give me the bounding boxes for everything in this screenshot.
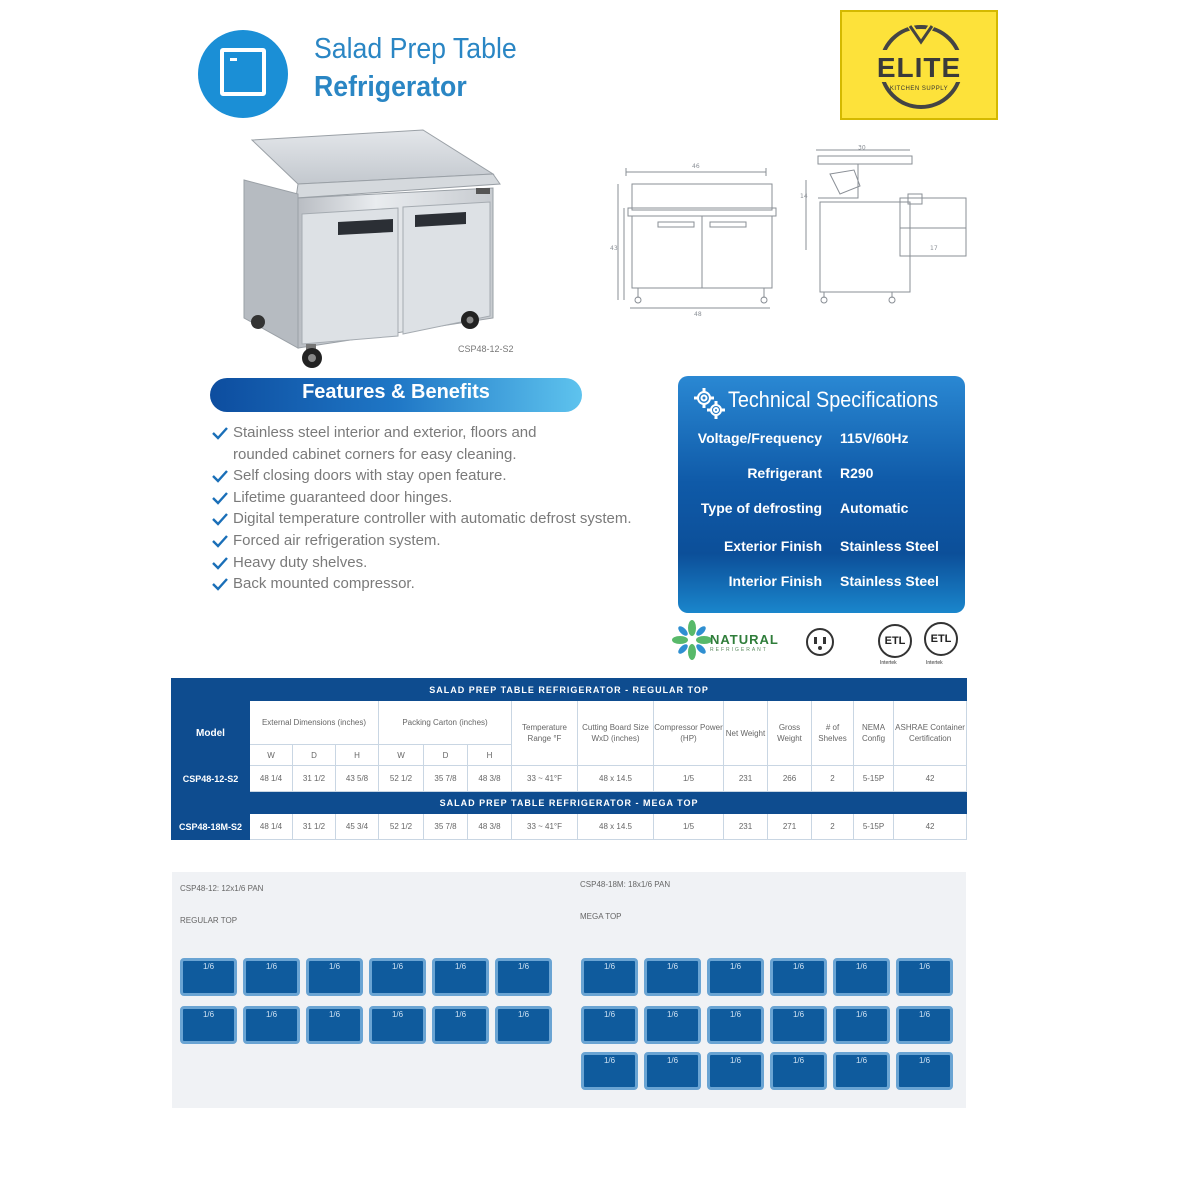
- cell: 48 x 14.5: [578, 814, 654, 840]
- feature-item: [212, 530, 662, 552]
- cell: 45 3/4: [336, 814, 379, 840]
- gears-icon: [692, 386, 726, 420]
- pan-label: 1/6: [792, 1010, 805, 1019]
- svg-text:14: 14: [800, 193, 808, 200]
- mega-pan: [581, 1006, 638, 1044]
- col-header-packing: Packing Carton (inches): [379, 701, 512, 745]
- cell: 52 1/2: [379, 814, 424, 840]
- mega-pan-caption: CSP48-18M: 18x1/6 PAN: [580, 880, 671, 889]
- mega-pan: [707, 1052, 764, 1090]
- mega-pan: [644, 1052, 701, 1090]
- col-header-temp: Temperature Range °F: [512, 701, 578, 766]
- table-row: [172, 814, 967, 840]
- cell: 2: [812, 814, 854, 840]
- pan-label: 1/6: [454, 1010, 467, 1019]
- logo-tagline: KITCHEN SUPPLY: [889, 86, 949, 92]
- feature-text: rounded cabinet corners for easy cleaning.: [233, 445, 517, 463]
- col-header-model: Model: [172, 701, 250, 766]
- etl-label: ETL: [884, 635, 906, 647]
- col-header-net: Net Weight: [724, 701, 768, 766]
- product-photo: [238, 122, 508, 372]
- mega-pan: [833, 1006, 890, 1044]
- mega-top-caption: MEGA TOP: [580, 912, 622, 921]
- cell: 5-15P: [854, 814, 894, 840]
- cell: 35 7/8: [424, 766, 468, 792]
- col-header-ext-dim: External Dimensions (inches): [250, 701, 379, 745]
- col-header-ashrae: ASHRAE Container Certification: [894, 701, 967, 766]
- feature-text: Back mounted compressor.: [233, 575, 415, 593]
- svg-text:48: 48: [694, 311, 702, 318]
- mega-pan: [770, 1006, 827, 1044]
- cell: 33 ~ 41°F: [512, 766, 578, 792]
- tech-specs-header: [692, 386, 962, 418]
- spec-row-interior: [678, 573, 965, 597]
- col-header-cutting: Cutting Board Size WxD (inches): [578, 701, 654, 766]
- feature-item: [212, 508, 662, 530]
- svg-text:43: 43: [610, 245, 618, 252]
- page-title: [314, 30, 517, 106]
- svg-text:30: 30: [858, 144, 866, 152]
- feature-text: Stainless steel interior and exterior, floors and: [233, 424, 537, 441]
- svg-text:17: 17: [930, 245, 938, 252]
- pan-label: 1/6: [855, 1056, 868, 1065]
- pan-label: 1/6: [792, 962, 805, 971]
- regular-pan: [180, 958, 237, 996]
- spec-label: Voltage/Frequency: [697, 430, 822, 446]
- features-heading: Features & Benefits: [302, 381, 490, 403]
- pan-label: 1/6: [265, 1010, 278, 1019]
- spec-row-defrosting: [678, 500, 965, 524]
- etl-label: ETL: [930, 633, 952, 645]
- col-header-shelves: # of Shelves: [812, 701, 854, 766]
- refrigerator-icon: [198, 30, 288, 118]
- pan-label: 1/6: [855, 962, 868, 971]
- col-header-gross: Gross Weight: [768, 701, 812, 766]
- pan-layout-panel: [172, 872, 966, 1108]
- spec-table: [171, 678, 966, 840]
- pan-label: 1/6: [391, 962, 404, 971]
- check-icon: [212, 469, 228, 483]
- pan-label: 1/6: [328, 962, 341, 971]
- table-title-regular: SALAD PREP TABLE REFRIGERATOR - REGULAR TOP: [172, 679, 967, 701]
- feature-item: [212, 465, 662, 487]
- cell: 42: [894, 766, 967, 792]
- feature-text: Digital temperature controller with automatic defrost system.: [233, 510, 632, 528]
- mega-pan: [833, 958, 890, 996]
- pan-label: 1/6: [855, 1010, 868, 1019]
- pan-label: 1/6: [918, 1056, 931, 1065]
- regular-top-caption: REGULAR TOP: [180, 916, 238, 925]
- spec-value: 115V/60Hz: [840, 430, 909, 446]
- pan-label: 1/6: [603, 1056, 616, 1065]
- etl-sub-label: Intertek: [880, 660, 897, 666]
- sub-header-h: H: [336, 745, 379, 766]
- regular-pan: [306, 1006, 363, 1044]
- features-list: [212, 422, 662, 595]
- check-icon: [212, 512, 228, 526]
- spec-row-exterior: [678, 538, 965, 562]
- feature-text: Self closing doors with stay open feature.: [233, 467, 507, 485]
- spec-value: R290: [840, 465, 874, 481]
- sub-header-h: H: [468, 745, 512, 766]
- pan-label: 1/6: [454, 962, 467, 971]
- sub-header-d: D: [293, 745, 336, 766]
- spec-row-refrigerant: [678, 465, 965, 489]
- tech-specs-heading: Technical Specifications: [728, 387, 939, 412]
- mega-pan: [581, 1052, 638, 1090]
- mega-pan: [770, 1052, 827, 1090]
- nema-plug-icon: [806, 628, 834, 656]
- regular-pan: [495, 1006, 552, 1044]
- regular-pan-caption: CSP48-12: 12x1/6 PAN: [180, 884, 264, 893]
- pan-label: 1/6: [729, 962, 742, 971]
- feature-item: [212, 552, 662, 574]
- spec-row-voltage: [678, 430, 965, 454]
- title-line-2: Refrigerator: [314, 71, 467, 103]
- elite-logo: [840, 10, 998, 120]
- pan-label: 1/6: [918, 1010, 931, 1019]
- feature-text: Lifetime guaranteed door hinges.: [233, 488, 453, 506]
- sub-header-w: W: [379, 745, 424, 766]
- pan-label: 1/6: [265, 962, 278, 971]
- regular-pan: [495, 958, 552, 996]
- cell: 43 5/8: [336, 766, 379, 792]
- pan-label: 1/6: [202, 962, 215, 971]
- model-caption: CSP48-12-S2: [458, 344, 514, 354]
- spec-label: Interior Finish: [728, 573, 822, 589]
- cell: 1/5: [654, 766, 724, 792]
- cell: 2: [812, 766, 854, 792]
- spec-value: Automatic: [840, 500, 909, 516]
- mega-pan: [707, 958, 764, 996]
- table-row: [172, 766, 967, 792]
- regular-pan: [306, 958, 363, 996]
- regular-pan: [432, 1006, 489, 1044]
- pan-label: 1/6: [918, 962, 931, 971]
- tech-specs-panel: [678, 376, 965, 613]
- logo-name: ELITE: [876, 52, 962, 83]
- check-icon: [212, 577, 228, 591]
- spec-label: Exterior Finish: [723, 538, 822, 554]
- feature-item-continued: [212, 444, 662, 466]
- cell: 35 7/8: [424, 814, 468, 840]
- certification-badges: [672, 620, 968, 668]
- cell: 231: [724, 814, 768, 840]
- pan-label: 1/6: [391, 1010, 404, 1019]
- cell: 48 3/8: [468, 814, 512, 840]
- col-header-nema: NEMA Config: [854, 701, 894, 766]
- spec-value: Stainless Steel: [840, 538, 939, 554]
- sub-header-d: D: [424, 745, 468, 766]
- sub-header-w: W: [250, 745, 293, 766]
- table-title-mega: SALAD PREP TABLE REFRIGERATOR - MEGA TOP: [172, 792, 967, 814]
- pan-label: 1/6: [666, 962, 679, 971]
- cell: 42: [894, 814, 967, 840]
- feature-item: [212, 422, 662, 444]
- feature-item: [212, 487, 662, 509]
- cell: 48 x 14.5: [578, 766, 654, 792]
- leaf-icon: [672, 620, 712, 660]
- title-line-1: Salad Prep Table: [314, 33, 517, 65]
- cell: 231: [724, 766, 768, 792]
- spec-value: Stainless Steel: [840, 573, 939, 589]
- regular-pan: [369, 1006, 426, 1044]
- cell: 31 1/2: [293, 814, 336, 840]
- feature-text: Heavy duty shelves.: [233, 553, 368, 571]
- mega-pan: [896, 958, 953, 996]
- pan-label: 1/6: [517, 962, 530, 971]
- mega-pan: [770, 958, 827, 996]
- pan-label: 1/6: [729, 1010, 742, 1019]
- check-icon: [212, 491, 228, 505]
- mega-pan: [644, 1006, 701, 1044]
- regular-pan: [180, 1006, 237, 1044]
- pan-label: 1/6: [603, 1010, 616, 1019]
- mega-pan: [833, 1052, 890, 1090]
- regular-pan: [243, 958, 300, 996]
- mega-pan: [644, 958, 701, 996]
- cell: 33 ~ 41°F: [512, 814, 578, 840]
- cell-model: CSP48-18M-S2: [172, 814, 250, 840]
- feature-item: [212, 573, 662, 595]
- cell: 271: [768, 814, 812, 840]
- spec-label: Type of defrosting: [700, 500, 822, 516]
- check-icon: [212, 556, 228, 570]
- cell: 31 1/2: [293, 766, 336, 792]
- pan-label: 1/6: [517, 1010, 530, 1019]
- feature-text: Forced air refrigeration system.: [233, 531, 441, 549]
- svg-text:46: 46: [692, 163, 700, 170]
- regular-pan: [369, 958, 426, 996]
- pan-label: 1/6: [729, 1056, 742, 1065]
- check-icon: [212, 534, 228, 548]
- cell: 1/5: [654, 814, 724, 840]
- cell: 48 1/4: [250, 814, 293, 840]
- mega-pan: [896, 1006, 953, 1044]
- cell: 5-15P: [854, 766, 894, 792]
- pan-label: 1/6: [666, 1056, 679, 1065]
- dimension-drawing: [608, 144, 983, 320]
- pan-label: 1/6: [603, 962, 616, 971]
- natural-refrigerant-sub: REFRIGERANT: [710, 647, 768, 653]
- mega-pan: [896, 1052, 953, 1090]
- pan-label: 1/6: [202, 1010, 215, 1019]
- spec-label: Refrigerant: [747, 465, 822, 481]
- cell-model: CSP48-12-S2: [172, 766, 250, 792]
- natural-refrigerant-label: NATURAL: [710, 632, 779, 647]
- cell: 48 1/4: [250, 766, 293, 792]
- regular-pan: [432, 958, 489, 996]
- cell: 48 3/8: [468, 766, 512, 792]
- pan-label: 1/6: [328, 1010, 341, 1019]
- pan-label: 1/6: [666, 1010, 679, 1019]
- pan-label: 1/6: [792, 1056, 805, 1065]
- mega-pan: [707, 1006, 764, 1044]
- cell: 266: [768, 766, 812, 792]
- etl-sub-label: Intertek: [926, 660, 943, 666]
- regular-pan: [243, 1006, 300, 1044]
- col-header-compressor: Compressor Power (HP): [654, 701, 724, 766]
- cell: 52 1/2: [379, 766, 424, 792]
- etl-sanitation-badge: [878, 624, 912, 658]
- etl-listed-badge: [924, 622, 958, 656]
- features-heading-bar: [210, 378, 582, 412]
- mega-pan: [581, 958, 638, 996]
- plug-icon: [808, 630, 832, 654]
- check-icon: [212, 426, 228, 440]
